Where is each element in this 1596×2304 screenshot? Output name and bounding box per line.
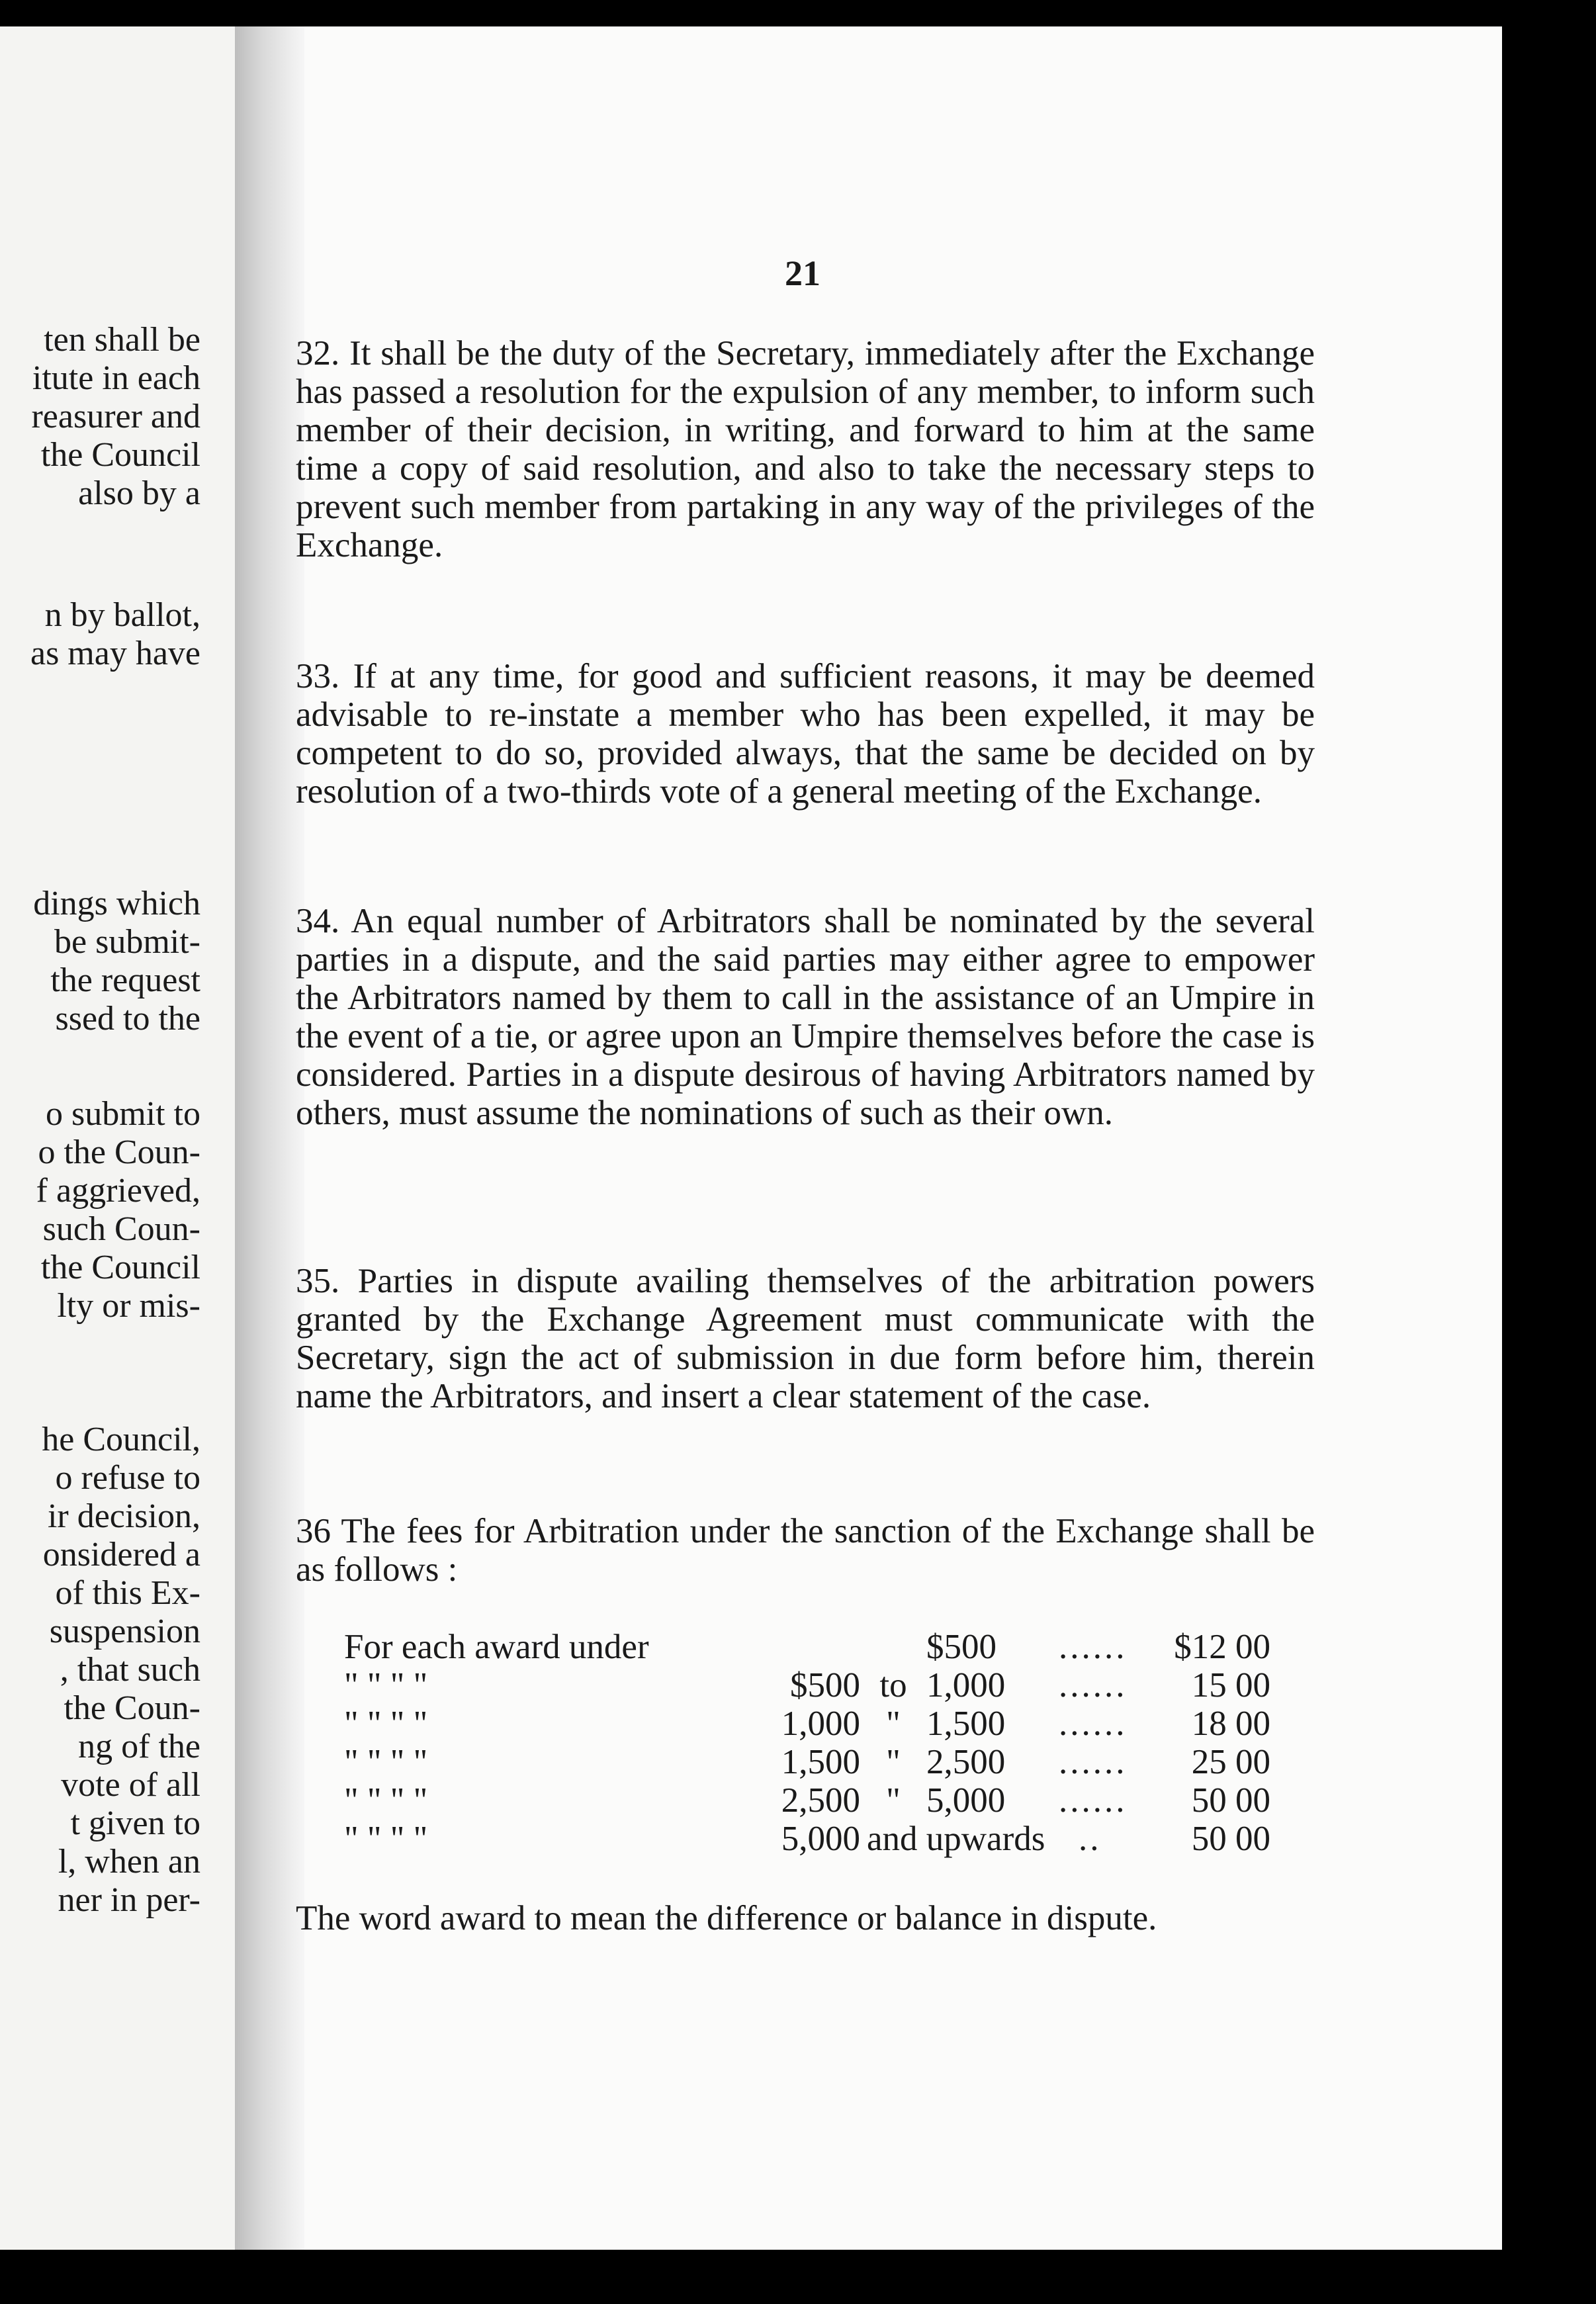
fee-table <box>344 1628 1270 1858</box>
left-page-line: f aggrieved, <box>36 1172 200 1210</box>
paragraph-35: 35. Parties in dispute availing themselves of the arbitration powers granted by the Exchange Agreement must communicate with the Secretary, sign the act of submission in due form before him, therein name the Arbitrators, and insert a clear statement of the case. <box>296 1262 1315 1415</box>
fee-dots: ...... <box>1059 1743 1128 1781</box>
left-page-line: o refuse to <box>55 1459 200 1497</box>
fee-dots: ...... <box>1059 1781 1128 1820</box>
fee-dots: ...... <box>1059 1628 1128 1666</box>
left-page-line: ner in per- <box>58 1881 200 1919</box>
left-page-fragment <box>0 26 235 2250</box>
left-page-line: the Coun- <box>64 1689 200 1727</box>
fee-dots: ...... <box>1059 1666 1128 1705</box>
fee-amount: 15 00 <box>1191 1666 1270 1705</box>
fee-row <box>344 1628 1270 1666</box>
left-page-line: , that such <box>60 1651 200 1689</box>
fee-to: 5,000 <box>926 1781 1006 1820</box>
left-page-line: the request <box>50 961 200 999</box>
left-page-line: be submit- <box>54 923 200 961</box>
fee-label: " " " " <box>344 1705 428 1743</box>
left-page-line: ng of the <box>78 1728 200 1765</box>
left-page-line: reasurer and <box>31 398 200 435</box>
paragraph-34: 34. An equal number of Arbitrators shall be nominated by the several parties in a dispute, and the said parties may either agree to empower the Arbitrators named by them to call in the assistance of an Umpire in the event of a tie, or agree upon an Umpire themselves before the case is considered. Parties in a dispute desirous of having Arbitrators named by others, must assume the nominations of such as their own. <box>296 902 1315 1132</box>
closing-note: The word award to mean the difference or balance in dispute. <box>296 1899 1157 1937</box>
left-page-line: such Coun- <box>42 1210 200 1248</box>
fee-from: 2,500 <box>781 1781 860 1820</box>
fee-label: For each award under <box>344 1628 649 1666</box>
left-page-line: the Council <box>40 436 200 474</box>
left-page-line: ssed to the <box>55 1000 200 1038</box>
fee-to: $500 <box>926 1628 997 1666</box>
fee-row <box>344 1820 1270 1858</box>
fee-label: " " " " <box>344 1781 428 1820</box>
fee-dots: ...... <box>1059 1705 1128 1743</box>
fee-sep: " <box>886 1781 901 1820</box>
book-gutter <box>235 26 304 2250</box>
left-page-line: also by a <box>78 474 200 512</box>
left-page-line: n by ballot, <box>44 596 200 634</box>
left-page-line: t given to <box>70 1804 200 1842</box>
fee-amount: 50 00 <box>1191 1820 1270 1858</box>
fee-to: 2,500 <box>926 1743 1006 1781</box>
paragraph-33: 33. If at any time, for good and sufficient reasons, it may be deemed advisable to re-instate a member who has been expelled, it may be competent to do so, provided always, that the same be decided on by resolution of a two-thirds vote of a general meeting of the Exchange. <box>296 657 1315 811</box>
paragraph-32: 32. It shall be the duty of the Secretary, immediately after the Exchange has passed a resolution for the expulsion of any member, to inform such member of their decision, in writing, and forward to him at the same time a copy of said resolution, and also to take the necessary steps to prevent such member from partaking in any way of the privileges of the Exchange. <box>296 334 1315 564</box>
left-page-line: vote of all <box>61 1766 200 1804</box>
fee-label: " " " " <box>344 1743 428 1781</box>
left-page-line: ten shall be <box>44 321 200 359</box>
fee-label: " " " " <box>344 1666 428 1705</box>
fee-from: 1,000 <box>781 1705 860 1743</box>
left-page-line: as may have <box>30 635 200 672</box>
left-page-line: o the Coun- <box>38 1133 200 1171</box>
fee-sep: to <box>879 1666 907 1705</box>
left-page-line: suspension <box>49 1613 200 1650</box>
left-page-line: itute in each <box>32 359 200 397</box>
fee-row <box>344 1705 1270 1743</box>
left-page-line: o submit to <box>45 1095 200 1133</box>
left-page-line: the Council <box>40 1249 200 1286</box>
fee-from: $500 <box>790 1666 860 1705</box>
paragraph-36: 36 The fees for Arbitration under the sanction of the Exchange shall be as follows : <box>296 1512 1315 1589</box>
fee-amount: 18 00 <box>1191 1705 1270 1743</box>
left-page-line: l, when an <box>58 1843 200 1881</box>
fee-amount: $12 00 <box>1174 1628 1270 1666</box>
left-page-line: of this Ex- <box>55 1574 200 1612</box>
fee-sep: " <box>886 1743 901 1781</box>
fee-from: 5,000 <box>781 1820 860 1858</box>
fee-to: 1,000 <box>926 1666 1006 1705</box>
fee-amount: 50 00 <box>1191 1781 1270 1820</box>
fee-row <box>344 1781 1270 1820</box>
fee-dots: .. <box>1079 1820 1102 1858</box>
fee-from: 1,500 <box>781 1743 860 1781</box>
fee-sep: " <box>886 1705 901 1743</box>
left-page-line: ir decision, <box>47 1497 200 1535</box>
left-page-line: lty or mis- <box>57 1287 200 1325</box>
left-page-line: he Council, <box>42 1421 200 1458</box>
fee-sep: and upwards <box>867 1820 1045 1858</box>
left-page-line: dings which <box>33 885 200 922</box>
fee-row <box>344 1743 1270 1781</box>
fee-label: " " " " <box>344 1820 428 1858</box>
fee-row <box>344 1666 1270 1705</box>
fee-to: 1,500 <box>926 1705 1006 1743</box>
left-page-line: onsidered a <box>42 1536 200 1573</box>
fee-amount: 25 00 <box>1191 1743 1270 1781</box>
page-number: 21 <box>785 253 820 293</box>
